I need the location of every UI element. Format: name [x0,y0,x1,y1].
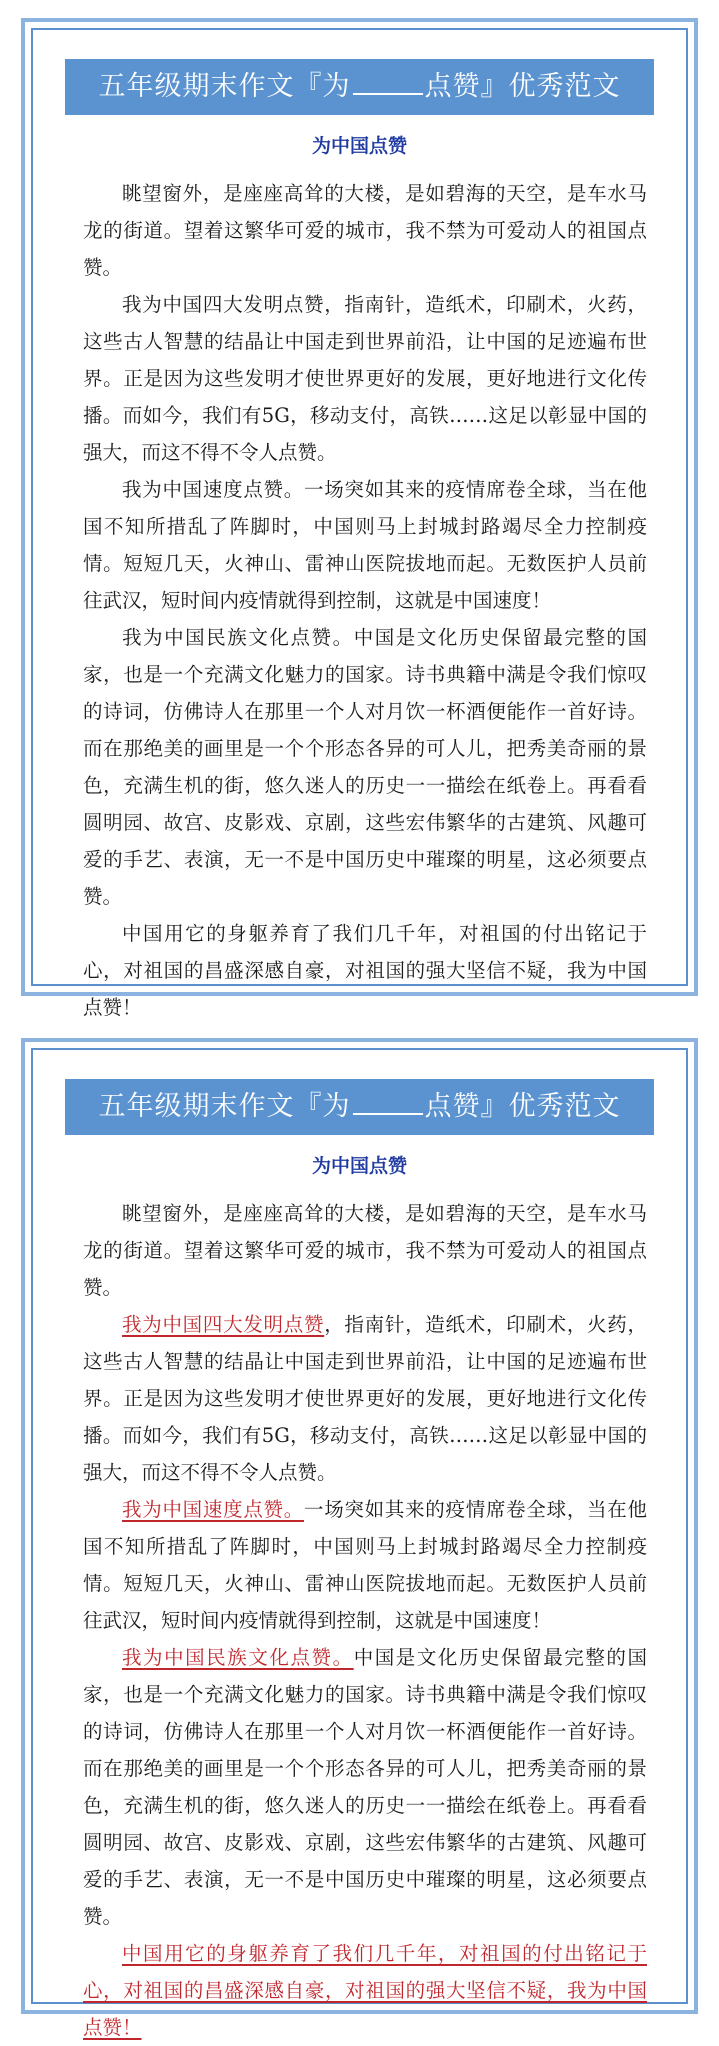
paragraph-2-rest: ，指南针，造纸术，印刷术，火药，这些古人智慧的结晶让中国走到世界前沿，让中国的足迹遍布世界。正是因为这些发明才使世界更好的发展，更好地进行文化传播。而如今，我们有5G，移动支付，高铁……这足以彰显中国的强大，而这不得不令人点赞。 [83,1313,647,1484]
header-banner [65,59,654,115]
paragraph-3-lead: 我为中国速度点赞。 [122,478,304,501]
banner-prefix: 五年级期末作文『为 [98,1091,351,1122]
paragraph-3-rest: 一场突如其来的疫情席卷全球，当在他国不知所措乱了阵脚时，中国则马上封城封路竭尽全力控制疫情。短短几天，火神山、雷神山医院拔地而起。无数医护人员前往武汉，短时间内疫情就得到控制，这就是中国速度！ [83,1498,647,1632]
paragraph-4-rest: 中国是文化历史保留最完整的国家，也是一个充满文化魅力的国家。诗书典籍中满是令我们惊叹的诗词，仿佛诗人在那里一个人对月饮一杯酒便能作一首好诗。而在那绝美的画里是一个个形态各异的可人儿，把秀美奇丽的景色，充满生机的街，悠久迷人的历史一一描绘在纸卷上。再看看圆明园、故宫、皮影戏、京剧，这些宏伟繁华的古建筑、风趣可爱的手艺、表演，无一不是中国历史中璀璨的明星，这必须要点赞。 [83,1646,647,1928]
essay-card-plain [21,18,698,1019]
paragraph-3 [83,471,647,619]
highlighted-sentence: 我为中国速度点赞。 [122,1498,304,1521]
essay-title: 为中国点赞 [311,1155,407,1177]
paragraph-4 [83,619,647,915]
banner-suffix: 点赞』优秀范文 [424,1091,621,1122]
paragraph-5: 中国用它的身躯养育了我们几千年，对祖国的付出铭记于心，对祖国的昌盛深感自豪，对祖国的强大坚信不疑，我为中国点赞！ [83,922,647,1019]
essay-card-annotated [21,1038,698,2039]
paragraph-4-rest: 中国是文化历史保留最完整的国家，也是一个充满文化魅力的国家。诗书典籍中满是令我们惊叹的诗词，仿佛诗人在那里一个人对月饮一杯酒便能作一首好诗。而在那绝美的画里是一个个形态各异的可人儿，把秀美奇丽的景色，充满生机的街，悠久迷人的历史一一描绘在纸卷上。再看看圆明园、故宫、皮影戏、京剧，这些宏伟繁华的古建筑、风趣可爱的手艺、表演，无一不是中国历史中璀璨的明星，这必须要点赞。 [83,626,647,908]
banner-blank [353,67,423,95]
paragraph-2-rest: ，指南针，造纸术，印刷术，火药，这些古人智慧的结晶让中国走到世界前沿，让中国的足迹遍布世界。正是因为这些发明才使世界更好的发展，更好地进行文化传播。而如今，我们有5G，移动支付，高铁……这足以彰显中国的强大，而这不得不令人点赞。 [83,293,647,464]
paragraph-4-lead: 我为中国民族文化点赞。 [122,626,354,649]
paragraph-3-rest: 一场突如其来的疫情席卷全球，当在他国不知所措乱了阵脚时，中国则马上封城封路竭尽全力控制疫情。短短几天，火神山、雷神山医院拔地而起。无数医护人员前往武汉，短时间内疫情就得到控制，这就是中国速度！ [83,478,647,612]
highlighted-sentence: 中国用它的身躯养育了我们几千年，对祖国的付出铭记于心，对祖国的昌盛深感自豪，对祖国的强大坚信不疑，我为中国点赞！ [83,1942,647,2039]
banner-prefix: 五年级期末作文『为 [98,71,351,102]
essay-body [83,1195,647,2046]
paragraph-2 [83,1306,647,1491]
paragraph-2-lead: 我为中国四大发明点赞 [122,293,325,316]
paragraph-4 [83,1639,647,1935]
paragraph-2 [83,286,647,471]
paragraph-3 [83,1491,647,1639]
essay-body [83,175,647,1026]
paragraph-1: 眺望窗外，是座座高耸的大楼，是如碧海的天空，是车水马龙的街道。望着这繁华可爱的城市，我不禁为可爱动人的祖国点赞。 [83,1202,647,1299]
banner-suffix: 点赞』优秀范文 [424,71,621,102]
paragraph-5 [83,1935,647,2046]
essay-title: 为中国点赞 [311,135,407,157]
banner-blank [353,1087,423,1115]
header-banner [65,1079,654,1135]
highlighted-sentence: 我为中国民族文化点赞。 [122,1646,354,1669]
paragraph-1: 眺望窗外，是座座高耸的大楼，是如碧海的天空，是车水马龙的街道。望着这繁华可爱的城市，我不禁为可爱动人的祖国点赞。 [83,182,647,279]
highlighted-sentence: 我为中国四大发明点赞 [122,1313,325,1336]
